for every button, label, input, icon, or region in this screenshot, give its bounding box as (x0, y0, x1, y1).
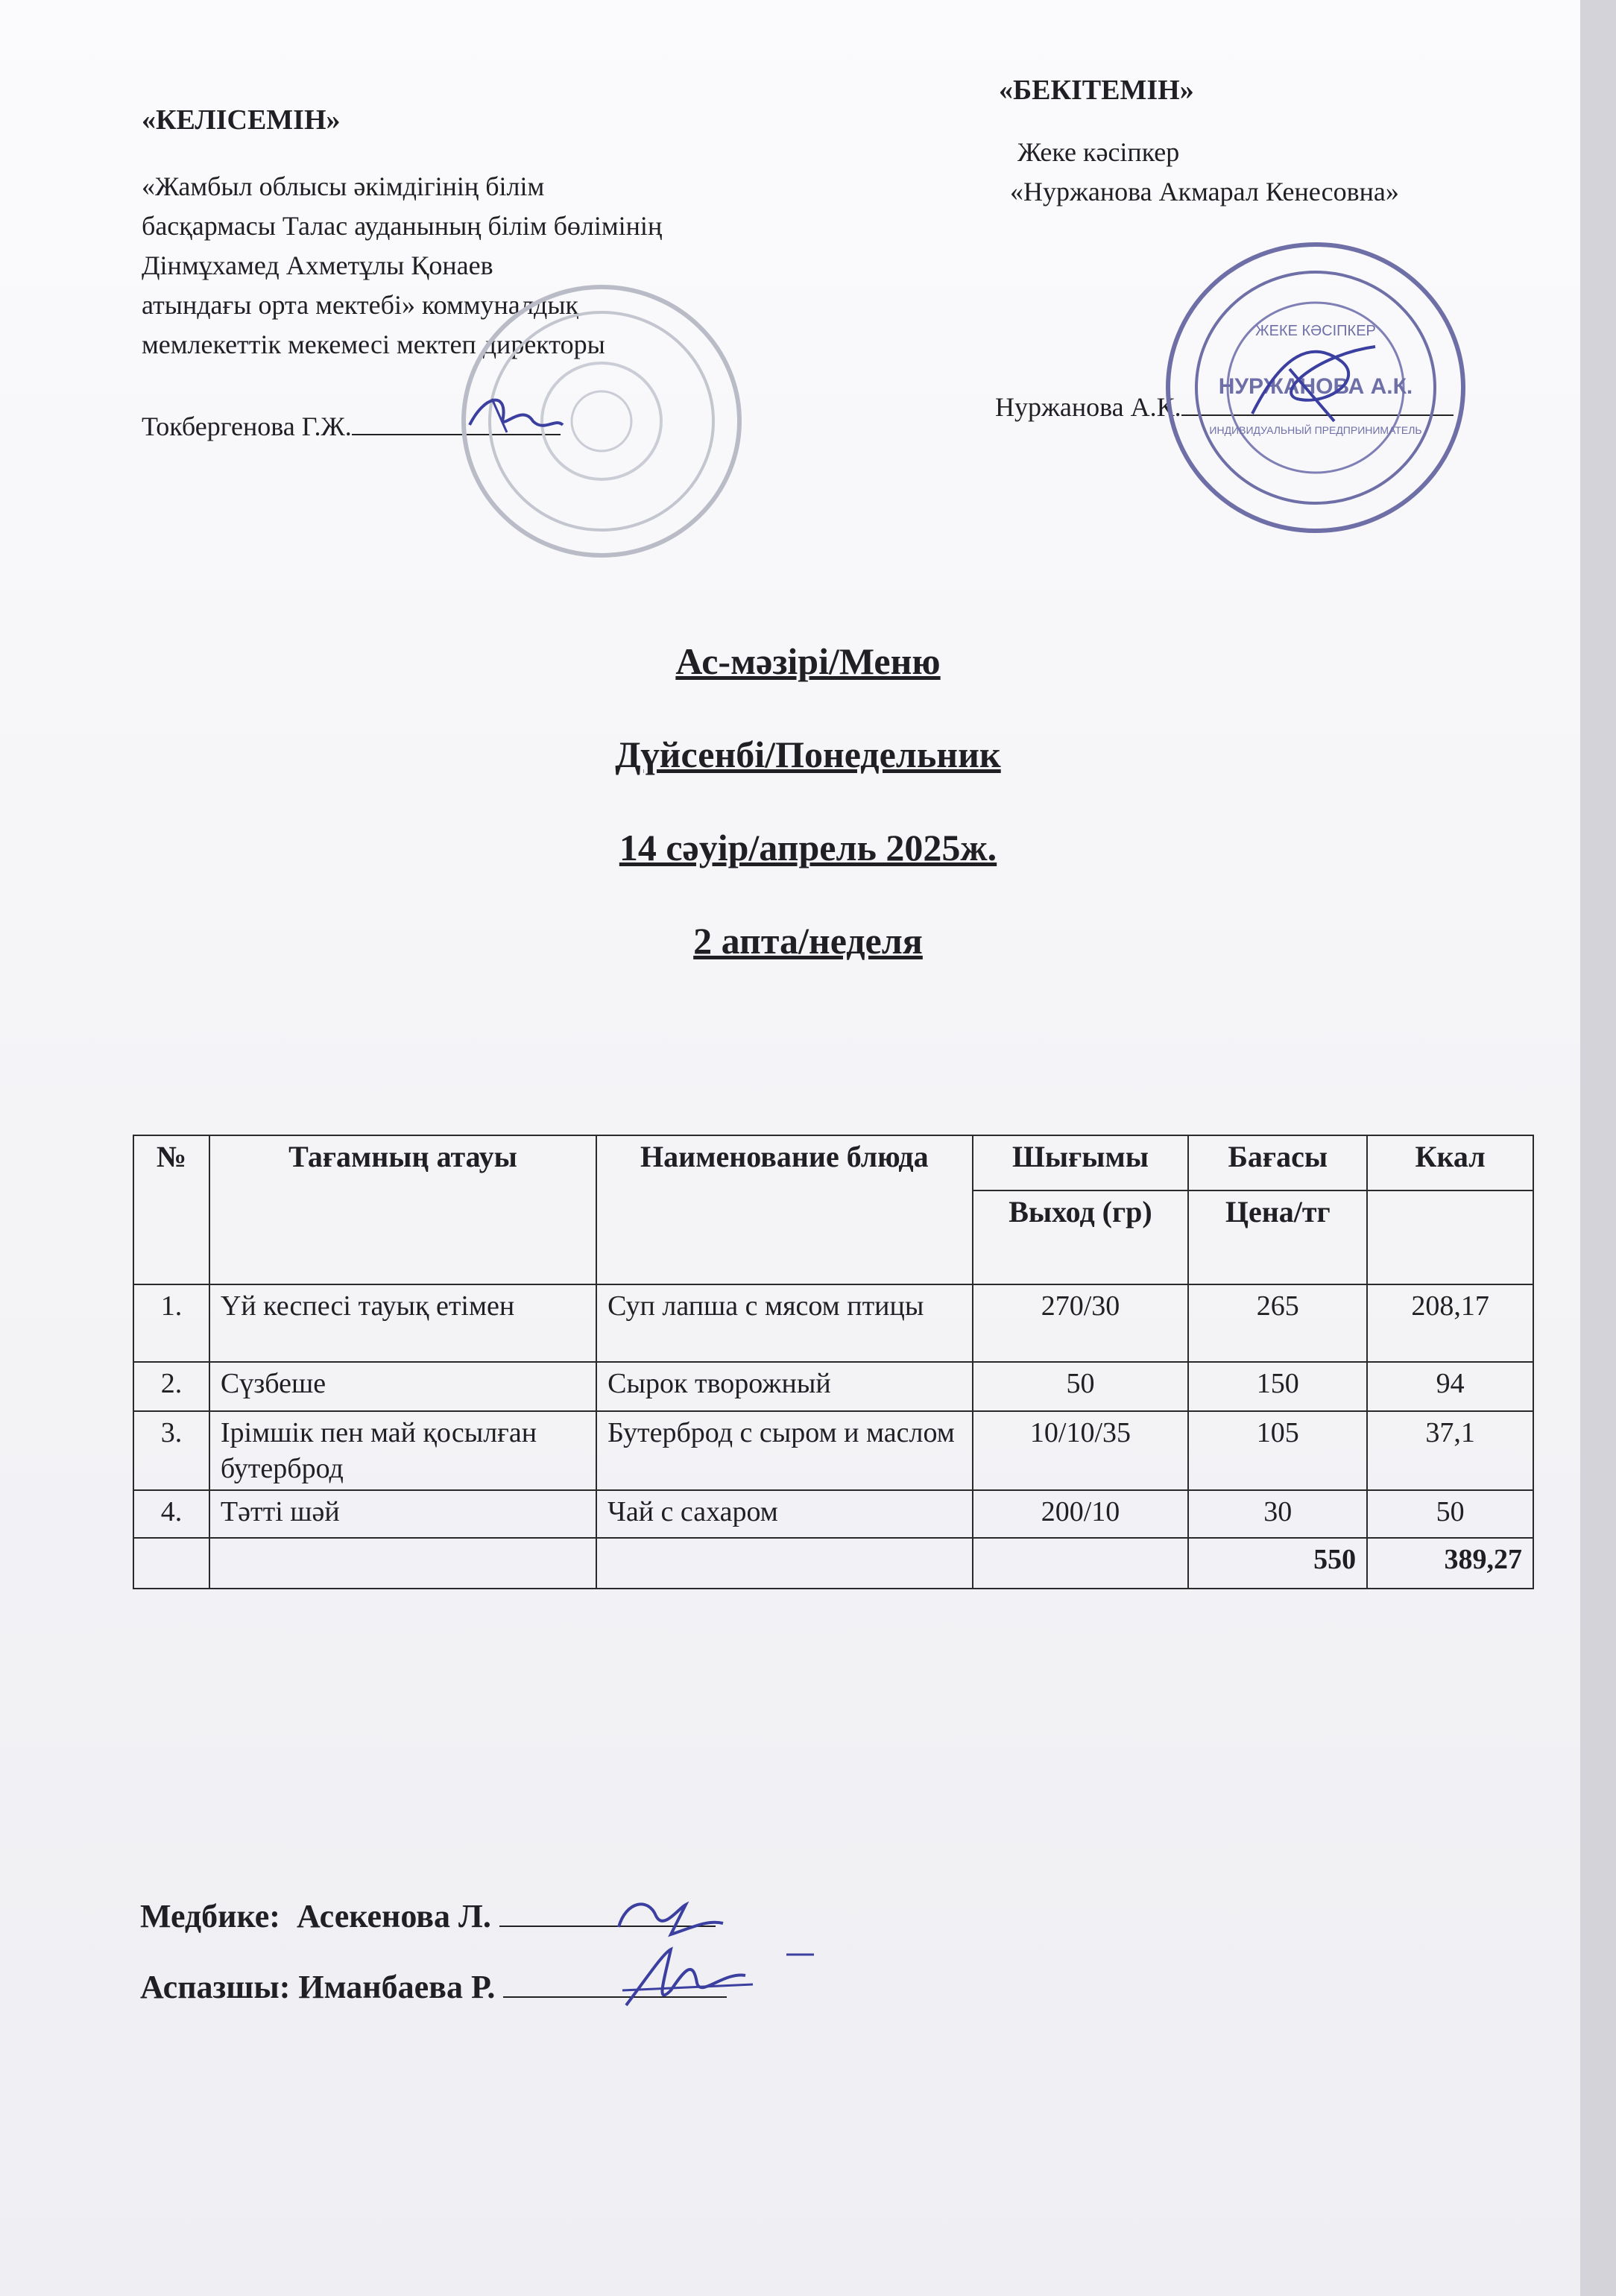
total-price: 550 (1188, 1538, 1367, 1589)
table-total-row (133, 1538, 1533, 1589)
approval-heading-right: «БЕКІТЕМІН» (999, 75, 1194, 106)
cell-kcal: 50 (1367, 1490, 1533, 1538)
cell-name-kz: Ірімшік пен май қосылған бутерброд (209, 1411, 596, 1490)
cook-signature (619, 1938, 820, 2020)
approval-line: басқармасы Талас ауданының білім бөлімінің (142, 211, 663, 241)
approval-line: «Нуржанова Акмарал Кенесовна» (1010, 177, 1399, 206)
stamp-text-bottom: ИНДИВИДУАЛЬНЫЙ ПРЕДПРИНИМАТЕЛЬ (1209, 424, 1422, 436)
approval-block-right (999, 71, 1521, 212)
right-signer-name: Нуржанова А.К. (995, 392, 1181, 422)
header-yield-kz: Шығымы (973, 1135, 1189, 1190)
title-date: 14 сәуір/апрель 2025ж. (619, 827, 997, 868)
total-kcal: 389,27 (1367, 1538, 1533, 1589)
cell-name-ru: Бутерброд с сыром и маслом (596, 1411, 972, 1490)
title-menu: Ас-мәзірі/Меню (675, 640, 941, 682)
cell-name-ru: Суп лапша с мясом птицы (596, 1284, 972, 1362)
cell-num: 1. (133, 1284, 209, 1362)
cell-price: 265 (1188, 1284, 1367, 1362)
nurse-signature (611, 1886, 730, 1946)
cell-price: 150 (1188, 1362, 1367, 1411)
stamp-text-top: ЖЕКЕ КӘСІПКЕР (1255, 323, 1376, 339)
header-name-ru: Наименование блюда (596, 1135, 972, 1284)
cell-name-kz: Тәтті шәй (209, 1490, 596, 1538)
title-day: Дүйсенбі/Понедельник (615, 734, 1001, 775)
table-row (133, 1490, 1533, 1538)
header-name-kz: Тағамның атауы (209, 1135, 596, 1284)
cell-name-kz: Сүзбеше (209, 1362, 596, 1411)
cell-num: 3. (133, 1411, 209, 1490)
approval-line: Дінмұхамед Ахметұлы Қонаев (142, 250, 493, 280)
cell-yield: 270/30 (973, 1284, 1189, 1362)
nurse-label: Медбике: (140, 1898, 280, 1934)
cell-yield: 50 (973, 1362, 1189, 1411)
header-price-ru: Цена/тг (1188, 1190, 1367, 1284)
table-row (133, 1284, 1533, 1362)
signature-left (462, 388, 566, 440)
cell-empty (596, 1538, 972, 1589)
cell-price: 30 (1188, 1490, 1367, 1538)
table-row (133, 1411, 1533, 1490)
cell-price: 105 (1188, 1411, 1367, 1490)
left-signer-name: Токбергенова Г.Ж. (142, 411, 352, 441)
cell-empty (209, 1538, 596, 1589)
cook-name: Иманбаева Р. (298, 1969, 496, 2005)
cell-yield: 200/10 (973, 1490, 1189, 1538)
menu-table (133, 1135, 1534, 1589)
document-titles (0, 637, 1616, 1010)
stamp-text-center: НУРЖАНОВА А.К. (1218, 374, 1413, 399)
approval-line: «Жамбыл облысы әкімдігінің білім (142, 171, 545, 201)
title-week: 2 апта/неделя (693, 920, 923, 962)
cell-empty (133, 1538, 209, 1589)
cell-name-ru: Чай с сахаром (596, 1490, 972, 1538)
cell-name-ru: Сырок творожный (596, 1362, 972, 1411)
cell-kcal: 94 (1367, 1362, 1533, 1411)
approval-heading-left: «КЕЛІСЕМІН» (142, 104, 341, 136)
table-row (133, 1362, 1533, 1411)
cell-kcal: 208,17 (1367, 1284, 1533, 1362)
signature-right (1237, 339, 1386, 429)
background-edge (1580, 0, 1616, 2296)
approval-line: мемлекеттік мекемесі мектеп директоры (142, 329, 605, 359)
cell-empty (973, 1538, 1189, 1589)
cell-name-kz: Үй кеспесі тауық етімен (209, 1284, 596, 1362)
cell-num: 4. (133, 1490, 209, 1538)
cell-yield: 10/10/35 (973, 1411, 1189, 1490)
nurse-name: Асекенова Л. (296, 1898, 491, 1934)
approval-line: атындағы орта мектебі» коммуналдық (142, 290, 579, 320)
cook-label: Аспазшы: (140, 1969, 291, 2005)
header-kcal: Ккал (1367, 1135, 1533, 1190)
header-empty (1367, 1190, 1533, 1284)
approval-line: Жеке кәсіпкер (1017, 137, 1180, 167)
cell-num: 2. (133, 1362, 209, 1411)
cell-kcal: 37,1 (1367, 1411, 1533, 1490)
table-header-row (133, 1135, 1533, 1190)
header-yield-ru: Выход (гр) (973, 1190, 1189, 1284)
header-num: № (133, 1135, 209, 1284)
header-price-kz: Бағасы (1188, 1135, 1367, 1190)
